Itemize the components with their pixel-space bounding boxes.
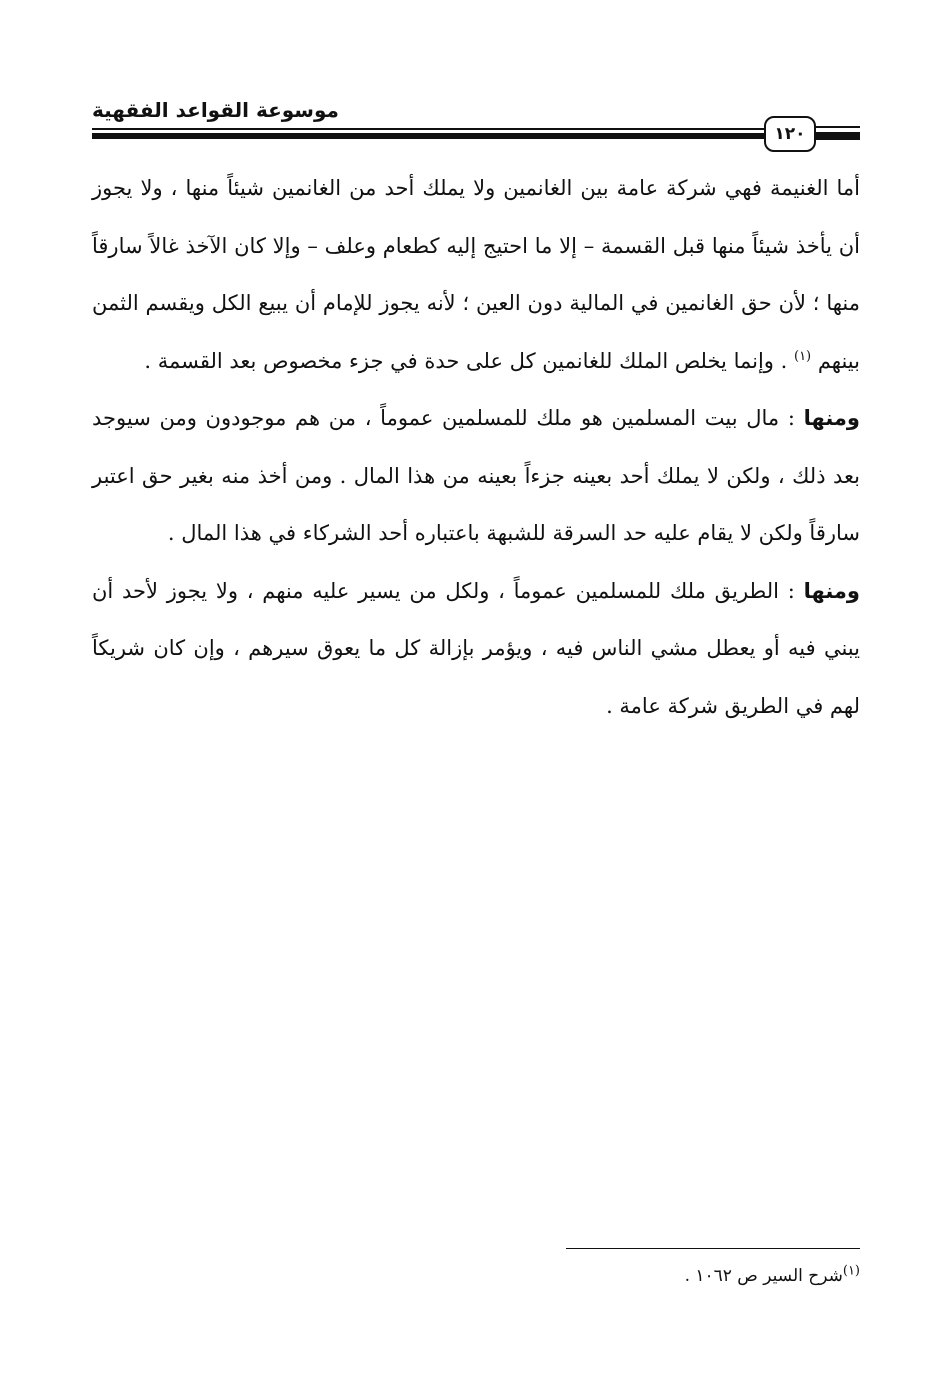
paragraph-1-text: أما الغنيمة فهي شركة عامة بين الغانمين ولا يملك أحد من الغانمين شيئاً منها ، ولا يجوز أن يأخذ شيئاً منها قبل القسمة – إلا ما احتيج إليه كطعام وعلف – وإلا كان الآخذ غالاً سارقاً منها ؛ لأن حق الغانمين في المالية دون العين ؛ لأنه يجوز للإمام أن يبيع الكل ويقسم الثمن بينهم [92, 176, 860, 373]
paragraph-3-lead: ومنها [803, 578, 860, 603]
paragraph-1 [92, 160, 860, 390]
page-number: ١٢٠ [764, 116, 816, 152]
header-rule-thin [92, 128, 764, 130]
main-text [92, 160, 860, 735]
footnote-text: شرح السير ص ١٠٦٢ . [684, 1266, 843, 1286]
header-rule-thick [92, 133, 764, 139]
page-header [92, 96, 860, 156]
paragraph-1-end: . وإنما يخلص الملك للغانمين كل على حدة في جزء مخصوص بعد القسمة . [144, 348, 788, 373]
footnote-reference[interactable]: (١) [793, 348, 812, 364]
book-title: موسوعة القواعد الفقهية [92, 98, 339, 122]
footnote [560, 1263, 860, 1286]
footnote-marker: (١) [842, 1263, 860, 1279]
paragraph-3-text: : الطريق ملك للمسلمين عموماً ، ولكل من يسير عليه منهم ، ولا يجوز لأحد أن يبني فيه أو يعطل مشي الناس فيه ، ويؤمر بإزالة كل ما يعوق سيرهم ، وإن كان شريكاً لهم في الطريق شركة عامة . [92, 578, 860, 718]
footnote-separator [566, 1248, 860, 1249]
paragraph-2-text: : مال بيت المسلمين هو ملك للمسلمين عموماً ، من هم موجودون ومن سيوجد بعد ذلك ، ولكن لا يملك أحد بعينه جزءاً بعينه من هذا المال . ومن أخذ منه بغير حق اعتبر سارقاً ولكن لا يقام عليه حد السرقة للشبهة باعتباره أحد الشركاء في هذا المال . [92, 406, 860, 545]
paragraph-3 [92, 563, 860, 736]
paragraph-2-lead: ومنها [803, 406, 860, 430]
paragraph-2 [92, 390, 860, 563]
